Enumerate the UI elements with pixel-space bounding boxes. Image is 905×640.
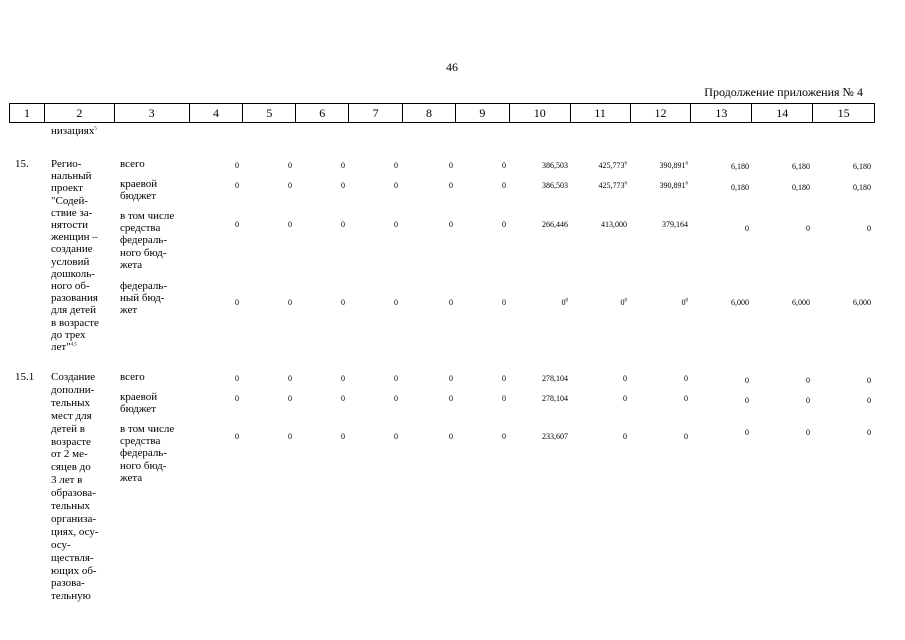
row-name-line: тельных [51, 500, 90, 512]
cell-value: 0 [806, 224, 810, 233]
carry-over-text: низациях$^5$ [51, 125, 97, 137]
cell-value: 390,891$^6$ [659, 161, 688, 170]
cell-value: 6,180 [792, 162, 810, 171]
cell-value: 0 [502, 432, 506, 441]
row-name-line: мест для [51, 409, 92, 422]
cell-value: 0 [235, 394, 239, 403]
row-label: бюджет [120, 190, 156, 203]
row-name-line: женщин – [51, 231, 98, 244]
cell-value: 0 [623, 432, 627, 441]
cell-value: 6,000 [731, 298, 749, 307]
row-label: федераль- [120, 447, 167, 460]
cell-value: 0 [449, 374, 453, 383]
cell-value: 6,000 [853, 298, 871, 307]
row-name-line: тельных [51, 396, 90, 409]
cell-value: 0 [288, 374, 292, 383]
cell-value: 278,104 [542, 394, 568, 403]
row-name-line: циях, осу- [51, 525, 99, 538]
cell-value: 0 [341, 298, 345, 307]
cell-value: 0 [341, 432, 345, 441]
cell-value: 0 [235, 298, 239, 307]
header-col-9: 9 [456, 104, 510, 122]
cell-value: 0 [502, 374, 506, 383]
header-col-5: 5 [243, 104, 296, 122]
cell-value: 6,180 [731, 162, 749, 171]
row-name-line: Регио- [51, 158, 82, 170]
row-name-line: организа- [51, 512, 97, 525]
row-name-line: разова- [51, 577, 85, 590]
row-name-line: нятости [51, 219, 88, 231]
cell-value: 0 [235, 432, 239, 441]
header-col-10: 10 [510, 104, 571, 122]
cell-value: 0 [867, 224, 871, 233]
row-label: федераль- [120, 234, 167, 247]
cell-value: 0 [502, 298, 506, 307]
header-col-8: 8 [403, 104, 456, 122]
row-label: всего [120, 371, 145, 383]
cell-value: 0,180 [792, 183, 810, 192]
cell-value: 0 [806, 428, 810, 437]
cell-value: 0 [394, 181, 398, 190]
cell-value: 0 [684, 374, 688, 383]
row-name-line: ствие за- [51, 206, 93, 219]
cell-value: 0 [502, 181, 506, 190]
cell-value: 0 [867, 428, 871, 437]
header-col-7: 7 [349, 104, 403, 122]
cell-value: 0 [502, 394, 506, 403]
header-col-13: 13 [691, 104, 752, 122]
table-header [9, 103, 875, 123]
header-col-2: 2 [45, 104, 115, 122]
cell-value: 386,503 [542, 161, 568, 170]
cell-value: 0 [288, 298, 292, 307]
row-name-line: "Содей- [51, 194, 89, 207]
row-name-line: условий [51, 255, 90, 268]
cell-value: $0^8$ [681, 298, 688, 307]
cell-value: 0 [449, 298, 453, 307]
cell-value: 0 [341, 394, 345, 403]
cell-value: 413,000 [601, 220, 627, 229]
row-name-line: дополни- [51, 383, 95, 396]
row-label: средства [120, 435, 161, 448]
cell-value: 0 [867, 376, 871, 385]
row-label: в том числе [120, 210, 175, 222]
cell-value: 0 [623, 374, 627, 383]
cell-value: 0 [235, 374, 239, 383]
cell-value: 0 [235, 181, 239, 190]
cell-value: 0 [341, 161, 345, 170]
cell-value: 0 [449, 161, 453, 170]
row-label: ного бюд- [120, 459, 167, 472]
row-label: жета [120, 471, 143, 484]
row-name-line: для детей [51, 304, 96, 317]
row-name-line: проект [51, 182, 83, 195]
header-col-1: 1 [10, 104, 45, 122]
cell-value: 233,607 [542, 432, 568, 441]
cell-value: 0 [745, 376, 749, 385]
cell-value: 0 [745, 428, 749, 437]
row-number: 15.1 [15, 371, 35, 383]
row-label: всего [120, 158, 145, 170]
row-name-line: тельную [51, 590, 91, 603]
row-label: в том числе [120, 423, 175, 435]
cell-value: 0 [502, 161, 506, 170]
row-name-line: сяцев до [51, 461, 91, 474]
cell-value: 0 [684, 432, 688, 441]
continuation-label: Продолжение приложения № 4 [704, 85, 863, 99]
row-name-line: ществля- [51, 551, 94, 564]
row-name-line: разования [51, 292, 98, 305]
row-label: жета [120, 258, 143, 271]
cell-value: 0 [288, 161, 292, 170]
row-name-line: дошколь- [51, 267, 95, 280]
row-name-line: до трех [51, 328, 86, 341]
cell-value: 0 [449, 432, 453, 441]
row-label: федераль- [120, 280, 167, 292]
cell-value: 0 [745, 224, 749, 233]
cell-value: 6,180 [853, 162, 871, 171]
cell-value: 0 [449, 181, 453, 190]
row-name-line: лет"$^{4,5}$ [51, 341, 77, 353]
cell-value: 0 [394, 220, 398, 229]
row-label: средства [120, 222, 161, 235]
cell-value: 0 [288, 394, 292, 403]
row-name-line: 3 лет в [51, 474, 83, 487]
cell-value: 0 [235, 161, 239, 170]
cell-value: 0,180 [853, 183, 871, 192]
cell-value: 0 [806, 376, 810, 385]
cell-value: 0 [394, 161, 398, 170]
cell-value: 0 [288, 181, 292, 190]
cell-value: 0 [288, 220, 292, 229]
cell-value: 390,891$^6$ [659, 181, 688, 190]
cell-value: 0 [449, 220, 453, 229]
header-col-12: 12 [631, 104, 692, 122]
row-label: ный бюд- [120, 292, 165, 305]
header-col-15: 15 [837, 106, 850, 120]
cell-value: 0,180 [731, 183, 749, 192]
row-name-line: Создание [51, 371, 96, 383]
row-label: бюджет [120, 403, 156, 416]
cell-value: 0 [341, 181, 345, 190]
header-col-6: 6 [296, 104, 349, 122]
cell-value: 278,104 [542, 374, 568, 383]
row-name-line: от 2 ме- [51, 448, 88, 461]
row-name-line: ющих об- [51, 564, 97, 577]
row-label: краевой [120, 178, 158, 190]
row-name-line: детей в [51, 422, 85, 435]
cell-value: 0 [394, 394, 398, 403]
cell-value: 0 [806, 396, 810, 405]
cell-value: 0 [684, 394, 688, 403]
cell-value: $0^8$ [561, 298, 568, 307]
cell-value: 0 [867, 396, 871, 405]
cell-value: 0 [623, 394, 627, 403]
cell-value: 0 [288, 432, 292, 441]
cell-value: 425,773$^6$ [598, 161, 627, 170]
row-name-line: возрасте [51, 435, 91, 448]
row-name-line: нальный [51, 170, 92, 183]
cell-value: 0 [394, 374, 398, 383]
row-number: 15. [15, 158, 29, 170]
row-label: жет [120, 304, 138, 317]
row-label: ного бюд- [120, 246, 167, 259]
header-col-11: 11 [571, 104, 631, 122]
cell-value: 379,164 [662, 220, 688, 229]
header-col-14: 14 [752, 104, 813, 122]
row-label: краевой [120, 391, 158, 403]
header-col-3: 3 [115, 104, 190, 122]
cell-value: 0 [235, 220, 239, 229]
row-name-line: образова- [51, 487, 96, 500]
header-col-4: 4 [190, 104, 244, 122]
row-name-line: осу- [51, 538, 71, 551]
cell-value: 0 [341, 374, 345, 383]
cell-value: 0 [394, 432, 398, 441]
row-name-line: в возрасте [51, 316, 99, 329]
cell-value: $0^8$ [620, 298, 627, 307]
cell-value: 0 [449, 394, 453, 403]
cell-value: 266,446 [542, 220, 568, 229]
cell-value: 0 [341, 220, 345, 229]
page-number: 46 [446, 60, 458, 74]
row-name-line: создание [51, 243, 93, 256]
cell-value: 386,503 [542, 181, 568, 190]
cell-value: 0 [502, 220, 506, 229]
cell-value: 0 [394, 298, 398, 307]
cell-value: 0 [745, 396, 749, 405]
cell-value: 425,773$^6$ [598, 181, 627, 190]
row-name-line: ного об- [51, 280, 90, 292]
cell-value: 6,000 [792, 298, 810, 307]
